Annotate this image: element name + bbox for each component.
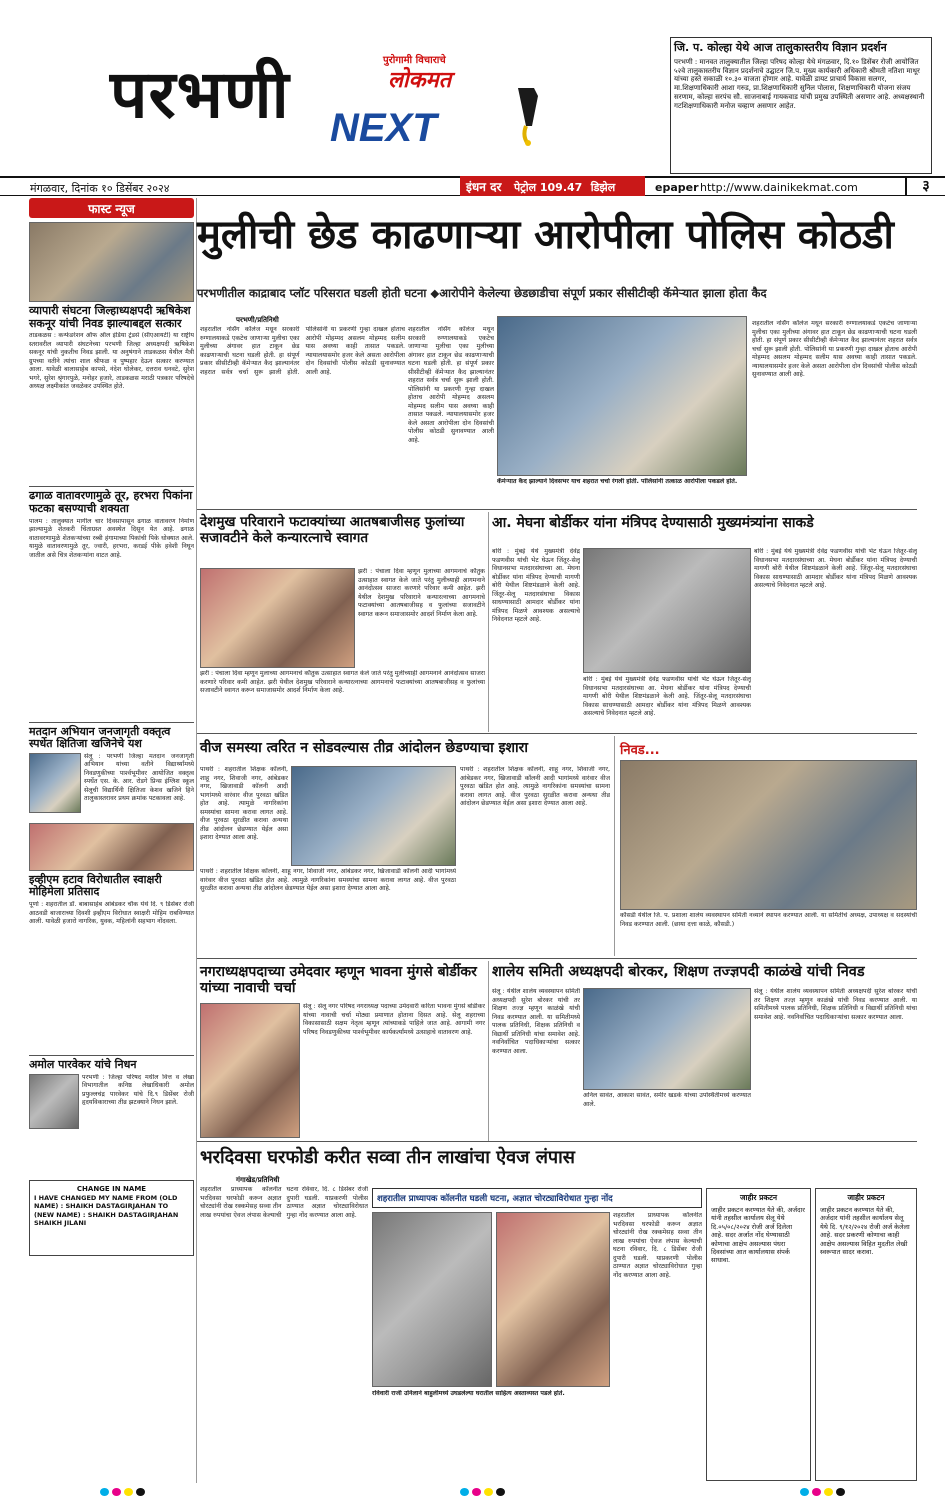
main-byline: परभणी/प्रतिनिधी (236, 316, 279, 324)
art4-headline: वीज समस्या त्वरित न सोडवल्यास तीव्र आंदोलन छेडण्याचा इशारा (200, 740, 528, 756)
top-news-title: जि. प. कोल्हा येथे आज तालुकास्तरीय विज्ञान प्रदर्शन (674, 41, 887, 54)
left-s1-title: व्यापारी संघटना जिल्हाध्यक्षपदी ऋषिकेश सकनूर यांची निवड झाल्याबद्दल सत्कार (29, 304, 191, 330)
art8-byline: गंगाखेड/प्रतिनिधी (236, 1176, 280, 1184)
left-s5-body: परभणी : जिल्हा परिषद मधील वित्त व लेखा विभागातील कनिष्ठ लेखाधिकारी अमोल प्रफुल्लचंद्र पारवेकर यांचे दि.९ डिसेंबर रोजी हृदयविकाराच्या तीव्र झटक्याने निधन झाले. (82, 1073, 194, 1107)
art5-caption: कौसडी येथील जि. प. प्रशाला शालेय व्यवस्थापन समिती नव्याने स्थापन करण्यात आली. या समितीचे अध्यक्ष, उपाध्यक्ष व सदस्यांची निवड करण्यात आली. (छाया दत्ता काळे, कौसडी.) (620, 912, 917, 928)
art8-body-right: शहरातील प्राध्यापक कॉलनीत भरदिवसा घरफोडी करून अज्ञात चोरट्यांनी रोख रक्कमेसह सव्वा तीन लाख रुपयांचा ऐवज लंपास केल्याची घटना रविवार, दि. ८ डिसेंबर रोजी दुपारी घडली. याप्रकरणी पोलीस ठाण्यात अज्ञात चोरट्याविरोधात गुन्हा नोंद करण्यात आला आहे. (613, 1212, 702, 1279)
main-photo-caption: कॅमेऱ्यात कैद झाल्याने दिवसभर याच शहरात चर्चा रंगली होती. पोलिसांनी तत्काळ आरोपीला पकडले होते. (497, 478, 738, 485)
left-column (29, 198, 194, 1256)
epaper-label: epaper (655, 181, 699, 194)
website-link[interactable]: http://www.dainikekmat.com (700, 181, 858, 194)
fuel-rate-box (460, 176, 645, 209)
photo-school-committee-selu (583, 988, 751, 1090)
notice-2-title: जाहीर प्रकटन (847, 1193, 885, 1202)
main-body-cont: शहरातील नर्सिंग कॉलेज मधून सरकारी रुग्णालयाकडे एकटेच जाणाऱ्या मुलीचा एका मुलीच्या अंगावर हात टाकून छेड काढणाऱ्याची घटना घडली होती. हा संपूर्ण प्रकार सीसीटीव्ही कॅमेऱ्यात कैद झाल्यानंतर शहरात सर्वत्र चर्चा सुरू झाली होती. पोलिसांनी या प्रकरणी गुन्हा दाखल होताच आरोपी मोहम्मद असलम मोहम्मद सलीम यास अवघ्या काही तासात पकडले. न्यायालयासमोर हजर केले असता आरोपीला दोन दिवसांची पोलीस कोठडी सुनावण्यात आली आहे. (408, 326, 494, 444)
masthead-brand: लोकमत (388, 68, 452, 93)
art2-body-cont: झरी : पंचाला दिवा म्हणून मुलाच्या आगमनाचे कौतुक उत्साहात स्वागत केले जाते परंतु मुलीच्याही आगमनाने आनंदोत्सव साजरा करणारे परिवार कमी आहेत. झरी येथील देशमुख परिवाराने कन्यारत्नाच्या आगमनाचे फटाक्यांच्या आतषबाजीसह व फुलांच्या सजावटीने स्वागत करून समाजासमोर आदर्श निर्माण केला आहे. (200, 670, 485, 694)
top-news-body: परभणी : मानवत तालुक्यातील जिल्हा परिषद कोल्हा येथे मंगळवार, दि.१० डिसेंबर रोजी आयोजित ५२वे तालुकास्तरीय विज्ञान प्रदर्शनाचे उद्घाटन जि.प. मुख्य कार्यकारी अधिकारी श्रीमती नतिशा माथूर यांच्या हस्ते सकाळी १०.३० वाजता होणार आहे. यावेळी डायट प्राचार्य विकास सलगर, मा.शिक्षणाधिकारी आशा गरुड, प्रा.शिक्षणाधिकारी सुनिल पोलास, शिक्षणाधिकारी योजना संजय सरणाम, कोल्हा सरपंच सौ. साजनाबाई गायकवाड यांची प्रमुख उपस्थिती असणार आहे. अध्यक्षस्थानी गटशिक्षणाधिकारी मनोज चव्हाण असणार आहेत. (674, 57, 925, 110)
art3-body: बोरी : मुंबई येथे मुख्यमंत्री देवेंद्र फडणवीस यांची भेट घेऊन जिंतूर-सेलू विधानसभा मतदारसंघाच्या आ. मेघना बोर्डीकर यांना मंत्रिपद देण्याची मागणी बोरी येथील शिष्टमंडळाने केली आहे. जिंतूर-सेलू मतदारसंघाचा विकास साधण्यासाठी आमदार बोर्डीकर यांना मंत्रिपद मिळणे आवश्यक असल्याचे निवेदनात म्हटले आहे. (492, 548, 580, 623)
photo-police-accused (497, 316, 747, 476)
art5-label: निवड... (620, 743, 660, 758)
masthead-title: परभणी (110, 56, 290, 133)
notice-2 (815, 1188, 917, 1481)
date-text: मंगळवार, दिनांक १० डिसेंबर २०२४ (30, 182, 170, 195)
notice-2-body: जाहीर प्रकटन करण्यात येते की, अर्जदार यांनी तहसील कार्यालय सेलू येथे दि. ९/१२/२०२४ रोजी अर्ज केलेला आहे. सदर प्रकरणी कोणाचा काही आक्षेप असल्यास विहित मुदतीत लेखी स्वरूपात सादर करावा. (820, 1205, 910, 1256)
notice-1-body: जाहीर प्रकटन करण्यात येते की, अर्जदार यांनी तहसील कार्यालय सेलू येथे दि.०५/०८/२०२४ रोजी अर्ज दिलेला आहे. सदर अर्जात नोंद घेण्यासाठी कोणाचा आक्षेप असल्यास पंधरा दिवसांच्या आत कार्यालयास संपर्क साधावा. (711, 1205, 805, 1265)
main-headline: मुलीची छेड काढणाऱ्या आरोपीला पोलिस कोठडी (197, 212, 894, 258)
main-subhead: परभणीतील काद्राबाद प्लॉट परिसरात घडली होती घटना ◆आरोपीने केलेल्या छेडछाडीचा संपूर्ण प्रकार सीसीटीव्ही कॅमेऱ्यात झाला होता कैद (197, 286, 767, 300)
art4-body: पाथरी : शहरातील शिक्षक कॉलनी, शाहू नगर, शिवाजी नगर, आंबेडकर नगर, खिजावाडी कॉलनी आदी भागांमध्ये वारंवार वीज पुरवठा खंडित होत आहे. त्यामुळे नागरिकांना समस्यांचा सामना करावा लागत आहे. वीज पुरवठा सुरळीत करावा अन्यथा तीव्र आंदोलन छेडण्यात येईल असा इशारा देण्यात आला आहे. (200, 766, 288, 841)
photo-evm-campaign (29, 823, 194, 871)
photo-burglary-2 (496, 1212, 610, 1387)
photo-cm-meeting (583, 548, 751, 673)
left-s3-body: सेलू : परभणी जिल्हा मतदान जनजागृती अभियान यांच्या वतीने विद्यार्थ्यांमध्ये निवडणुकीच्या पार्श्वभूमीवर आयोजित वक्तृत्व स्पर्धेत एस. के. आर. रोडगे प्रिन्स इंग्लिश स्कूल सेलूची विद्यार्थिनी क्षितिजा केशव खजिने हिने तालुकास्तरावर प्रथम क्रमांक पटकावला आहे. (84, 752, 194, 803)
art3-body-right: बोरी : मुंबई येथे मुख्यमंत्री देवेंद्र फडणवीस यांची भेट घेऊन जिंतूर-सेलू विधानसभा मतदारसंघाच्या आ. मेघना बोर्डीकर यांना मंत्रिपद देण्याची मागणी बोरी येथील शिष्टमंडळाने केली आहे. जिंतूर-सेलू मतदारसंघाचा विकास साधण्यासाठी आमदार बोर्डीकर यांना मंत्रिपद मिळणे आवश्यक असल्याचे निवेदनात म्हटले आहे. (754, 548, 917, 589)
art7-headline: शालेय समिती अध्यक्षपदी बोरकर, शिक्षण तज्ज्ञपदी काळंखे यांची निवड (492, 964, 865, 980)
masthead-tagline: पुरोगामी विचाराचे (383, 55, 446, 66)
photo-burglary-1 (372, 1212, 492, 1387)
art8-body: शहरातील प्राध्यापक कॉलनीत भरदिवसा घरफोडी करून अज्ञात चोरट्यांनी रोख रक्कमेसह सव्वा तीन लाख रुपयांचा ऐवज लंपास केल्याची घटना रविवार, दि. ८ डिसेंबर रोजी दुपारी घडली. याप्रकरणी पोलीस ठाण्यात अज्ञात चोरट्याविरोधात गुन्हा नोंद करण्यात आला आहे. (200, 1186, 368, 1219)
photo-school-committee (620, 760, 917, 910)
photo-amol (29, 1074, 79, 1129)
art7-body-right: सेलू : येथील शालेय व्यवस्थापन समिती अध्यक्षपदी सुरेश बोरकर यांची तर शिक्षण तज्ज्ञ म्हणून काळंखे यांची निवड करण्यात आली. या समितीमध्ये पालक प्रतिनिधी, शिक्षक प्रतिनिधी व विद्यार्थी प्रतिनिधी यांचा समावेश आहे. नवनिर्वाचित पदाधिकाऱ्यांचा सत्कार करण्यात आला. (754, 988, 917, 1021)
art8-caption: रविवारी राजी उनिलाने बाहुलीमध्ये उघडलेल्या घरातील साहित्य अस्ताव्यस्त पडले होते. (372, 1390, 565, 1397)
left-s1-body: ताडकळस : कन्फेडरेशन ऑफ ऑल इंडिया ट्रेडर्स (सीएआयटी) या राष्ट्रीय स्तरावरील व्यापारी संघटनेच्या परभणी जिल्हा अध्यक्षपदी ऋषिकेश सकनूर यांची नुकतीच निवड झाली. या अनुषंगाने ताडकळस येथील मैत्री ग्रुपच्या वतीने त्यांचा शाल श्रीफळ व पुष्पहार देऊन सत्कार करण्यात आला. यावेळी बालासाहेब कापसे, नंदेश घोलेकर, दत्तराव धनवटे, सुरेश भगरे, सुरेश श्रृंगारपुळे, मनोहर हजारे, ताडकळस मराठी पत्रकार परिषदेचे अध्यक्ष लक्ष्मीकांत जवळेकर उपस्थित होते. (29, 332, 194, 391)
left-s5-title: अमोल पारवेकर यांचे निधन (29, 1058, 137, 1072)
art8-headline: भरदिवसा घरफोडी करीत सव्वा तीन लाखांचा ऐवज लंपास (200, 1147, 575, 1168)
art3-caption: बोरी : मुंबई येथे मुख्यमंत्री देवेंद्र फडणवीस यांची भेट घेऊन जिंतूर-सेलू विधानसभा मतदारसंघाच्या आ. मेघना बोर्डीकर यांना मंत्रिपद देण्याची मागणी बोरी येथील शिष्टमंडळाने केली आहे. जिंतूर-सेलू मतदारसंघाचा विकास साधण्यासाठी आमदार बोर्डीकर यांना मंत्रिपद मिळणे आवश्यक असल्याचे निवेदनात म्हटले आहे. (583, 676, 751, 717)
top-news-box (670, 37, 932, 174)
main-body-right: शहरातील नर्सिंग कॉलेज मधून सरकारी रुग्णालयाकडे एकटेच जाणाऱ्या मुलीचा एका मुलीच्या अंगावर हात टाकून छेड काढणाऱ्याची घटना घडली होती. हा संपूर्ण प्रकार सीसीटीव्ही कॅमेऱ्यात कैद झाल्यानंतर शहरात सर्वत्र चर्चा सुरू झाली होती. पोलिसांनी या प्रकरणी गुन्हा दाखल होताच आरोपी मोहम्मद असलम मोहम्मद सलीम यास अवघ्या काही तासात पकडले. न्यायालयासमोर हजर केले असता आरोपीला दोन दिवसांची पोलीस कोठडी सुनावण्यात आली आहे. (752, 320, 917, 378)
notice-1-title: जाहीर प्रकटन (739, 1193, 778, 1202)
left-s4-body: पूर्णा : शहरातील डॉ. बाबासाहेब आंबेडकर चौक येथे दि. ९ डिसेंबर रोजी आठवडी बाजाराच्या दिवशी इव्हीएम विरोधात स्वाक्षरी मोहिम राबविण्यात आली. यावेळी हजारो नागरिक, युवक, महिलांनी सहभाग नोंदवला. (29, 901, 194, 926)
photo-bhavana (200, 1003, 300, 1138)
art2-headline: देशमुख परिवाराने फटाक्यांच्या आतषबाजीसह फुलांच्या सजावटीने केले कन्यारत्नाचे स्वागत (200, 514, 465, 546)
art6-body: सेलू : सेलू नगर परिषद नगराध्यक्ष पदाच्या उमेदवारी करिता भावना मुंगसे बोर्डीकर यांच्या नावाची चर्चा मोठ्या प्रमाणात होताना दिसत आहे. सेलू शहराच्या विकासासाठी सक्षम नेतृत्व म्हणून त्यांच्याकडे पाहिले जात आहे. आगामी नगर परिषद निवडणुकीच्या पार्श्वभूमीवर कार्यकर्त्यांमध्ये उत्साहाचे वातावरण आहे. (303, 1003, 485, 1036)
left-s4-title: इव्हीएम हटाव विरोधातील स्वाक्षरी मोहिमेला प्रतिसाद (29, 872, 162, 899)
masthead-next: NEXT (330, 106, 437, 150)
photo-electricity-protest (291, 766, 456, 866)
art4-body-right: पाथरी : शहरातील शिक्षक कॉलनी, शाहू नगर, शिवाजी नगर, आंबेडकर नगर, खिजावाडी कॉलनी आदी भागांमध्ये वारंवार वीज पुरवठा खंडित होत आहे. त्यामुळे नागरिकांना समस्यांचा सामना करावा लागत आहे. वीज पुरवठा सुरळीत करावा अन्यथा तीव्र आंदोलन छेडण्यात येईल असा इशारा देण्यात आला आहे. (460, 766, 610, 807)
ad-title: CHANGE IN NAME (76, 1184, 147, 1193)
art7-body: सेलू : येथील शालेय व्यवस्थापन समिती अध्यक्षपदी सुरेश बोरकर यांची तर शिक्षण तज्ज्ञ म्हणून काळंखे यांची निवड करण्यात आली. या समितीमध्ये पालक प्रतिनिधी, शिक्षक प्रतिनिधी व विद्यार्थी प्रतिनिधी यांचा समावेश आहे. नवनिर्वाचित पदाधिकाऱ्यांचा सत्कार करण्यात आला. (492, 988, 580, 1055)
page-number: ३ (905, 176, 945, 196)
fast-news-header: फास्ट न्यूज (29, 198, 194, 218)
photo-welcome-daughter (200, 568, 355, 668)
main-body: शहरातील नर्सिंग कॉलेज मधून सरकारी रुग्णालयाकडे एकटेच जाणाऱ्या मुलीचा एका मुलीच्या अंगावर हात टाकून छेड काढणाऱ्याची घटना घडली होती. हा संपूर्ण प्रकार सीसीटीव्ही कॅमेऱ्यात कैद झाल्यानंतर शहरात सर्वत्र चर्चा सुरू झाली होती. पोलिसांनी या प्रकरणी गुन्हा दाखल होताच आरोपी मोहम्मद असलम मोहम्मद सलीम यास अवघ्या काही तासात पकडले. न्यायालयासमोर हजर केले असता आरोपीला दोन दिवसांची पोलीस कोठडी सुनावण्यात आली आहे. (200, 326, 405, 376)
diesel-price: डिझेल 95.86 (466, 181, 616, 209)
photo-felicitation (29, 222, 194, 302)
change-in-name-ad (29, 1180, 194, 1256)
notice-1 (706, 1188, 811, 1481)
ad-body: I HAVE CHANGED MY NAME FROM (OLD NAME) : SHAIKH DASTAGIRJAHAN TO (NEW NAME) : SHAIKH DASTAGIRJAHAN SHAIKH JILANI (34, 1193, 179, 1228)
left-s2-title: ढगाळ वातावरणामुळे तूर, हरभरा पिकांना फटका बसण्याची शक्यता (29, 489, 193, 515)
left-s2-body: पालम : तालुक्यात मागील चार दिवसापासून ढगाळ वातावरण निर्माण झाल्यामुळे शेतकरी चिंताग्रस्त अवस्थेत दिसून येत आहे. ढगाळ वातावरणामुळे शेतकऱ्यांच्या रब्बी हंगामाच्या पिकांची पिके धोक्यात आले. यामुळे वातावरणामुळे तूर, ज्वारी, हरभरा, करडई पीके हवेशी निघून जातील असे चित्र शेतकऱ्यांना वाटत आहे. (29, 517, 194, 559)
art3-headline: आ. मेघना बोर्डीकर यांना मंत्रिपद देण्यासाठी मुख्यमंत्र्यांना साकडे (492, 515, 814, 531)
photo-kshitija (29, 753, 81, 813)
left-s3-title: मतदान अभियान जनजागृती वक्तृत्व स्पर्धेत क्षितिजा खजिनेचे यश (29, 724, 171, 751)
art4-body-bottom: पाथरी : शहरातील शिक्षक कॉलनी, शाहू नगर, शिवाजी नगर, आंबेडकर नगर, खिजावाडी कॉलनी आदी भागांमध्ये वारंवार वीज पुरवठा खंडित होत आहे. त्यामुळे नागरिकांना समस्यांचा सामना करावा लागत आहे. वीज पुरवठा सुरळीत करावा अन्यथा तीव्र आंदोलन छेडण्यात येईल असा इशारा देण्यात आला आहे. (200, 868, 456, 892)
fuel-label: इंधन दर (466, 180, 502, 194)
art7-caption: अनिल सावंत, आकाश सावंत, समीर खडके यांच्या उपस्थितीमध्ये करण्यात आले. (583, 1092, 751, 1108)
petrol-price: पेट्रोल 109.47 (513, 181, 583, 194)
art6-headline: नगराध्यक्षपदाच्या उमेदवार म्हणून भावना मुंगसे बोर्डीकर यांच्या नावाची चर्चा (200, 964, 477, 997)
art2-body: झरी : पंचाला दिवा म्हणून मुलाच्या आगमनाचे कौतुक उत्साहात स्वागत केले जाते परंतु मुलीच्याही आगमनाने आनंदोत्सव साजरा करणारे परिवार कमी आहेत. झरी येथील देशमुख परिवाराने कन्यारत्नाच्या आगमनाचे फटाक्यांच्या आतषबाजीसह व फुलांच्या सजावटीने स्वागत करून समाजासमोर आदर्श निर्माण केला आहे. (358, 568, 485, 618)
fuel-pump-icon (512, 86, 542, 146)
art8-subhead: शहरातील प्राध्यापक कॉलनीत घडली घटना, अज्ञात चोरट्याविरोधात गुन्हा नोंद (372, 1188, 702, 1208)
